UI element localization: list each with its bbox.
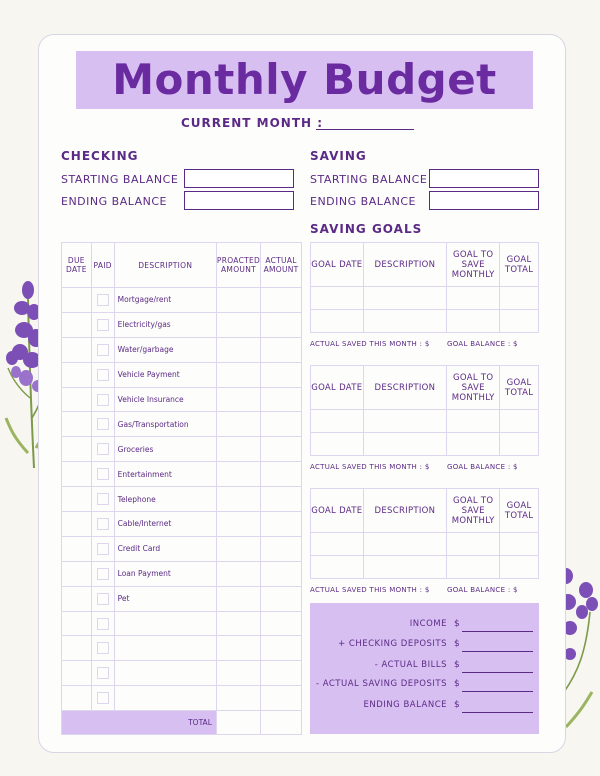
paid-cell — [91, 536, 114, 561]
description-cell: Electricity/gas — [114, 312, 216, 337]
table-row — [62, 536, 302, 561]
col-goal-total: GOAL TOTAL — [500, 366, 539, 410]
checking-heading: CHECKING — [61, 149, 139, 163]
description-cell — [114, 636, 216, 661]
paid-cell — [91, 686, 114, 711]
goal-cell[interactable] — [447, 410, 500, 433]
goal-balance-label: GOAL BALANCE : $ — [447, 463, 518, 471]
dollar-sign: $ — [454, 619, 460, 629]
income-amount-field[interactable] — [462, 631, 533, 632]
paid-cell — [91, 412, 114, 437]
proacted-amount-cell[interactable] — [216, 561, 260, 586]
income-summary-row — [310, 660, 539, 674]
description-cell: Water/garbage — [114, 337, 216, 362]
col-goal-total: GOAL TOTAL — [500, 243, 539, 287]
expense-total-row — [62, 711, 302, 735]
table-row — [62, 586, 302, 611]
checking-starting-field[interactable] — [184, 169, 294, 188]
description-cell: Vehicle Payment — [114, 362, 216, 387]
paid-cell — [91, 561, 114, 586]
income-row-label: ENDING BALANCE — [363, 700, 447, 710]
saving-heading: SAVING — [310, 149, 367, 163]
saving-goals-heading: SAVING GOALS — [310, 222, 423, 236]
description-cell — [114, 661, 216, 686]
description-cell: Cable/Internet — [114, 512, 216, 537]
table-row — [311, 533, 539, 556]
proacted-amount-cell[interactable] — [216, 337, 260, 362]
goal-cell[interactable] — [363, 310, 447, 333]
proacted-amount-cell[interactable] — [216, 636, 260, 661]
income-summary-row — [310, 700, 539, 714]
saving-goal-table — [310, 365, 539, 456]
goal-cell[interactable] — [500, 310, 539, 333]
goal-cell[interactable] — [447, 433, 500, 456]
paid-checkbox[interactable] — [97, 642, 109, 654]
table-row — [62, 611, 302, 636]
goal-cell[interactable] — [447, 556, 500, 579]
income-summary-row — [310, 679, 539, 693]
income-row-label: - ACTUAL SAVING DEPOSITS — [315, 679, 447, 689]
proacted-amount-cell[interactable] — [216, 437, 260, 462]
due-date-cell[interactable] — [62, 337, 92, 362]
goal-cell[interactable] — [363, 556, 447, 579]
table-row — [311, 433, 539, 456]
description-cell: Pet — [114, 586, 216, 611]
paid-cell — [91, 661, 114, 686]
dollar-sign: $ — [454, 639, 460, 649]
table-row — [311, 556, 539, 579]
col-goal-description: DESCRIPTION — [363, 366, 447, 410]
table-row — [62, 561, 302, 586]
goal-cell[interactable] — [363, 287, 447, 310]
goal-cell[interactable] — [500, 556, 539, 579]
table-row — [62, 387, 302, 412]
due-date-cell[interactable] — [62, 686, 92, 711]
due-date-cell[interactable] — [62, 536, 92, 561]
due-date-cell[interactable] — [62, 462, 92, 487]
paid-checkbox[interactable] — [97, 369, 109, 381]
paid-cell — [91, 362, 114, 387]
col-goal-date: GOAL DATE — [311, 243, 364, 287]
actual-saved-label: ACTUAL SAVED THIS MONTH : $ — [310, 463, 430, 471]
proacted-amount-cell[interactable] — [216, 412, 260, 437]
paid-checkbox[interactable] — [97, 418, 109, 430]
expense-header-row — [62, 243, 302, 288]
saving-ending-field[interactable] — [429, 191, 539, 210]
description-cell — [114, 611, 216, 636]
goal-cell[interactable] — [447, 287, 500, 310]
actual-amount-cell[interactable] — [261, 288, 302, 313]
col-actual-amount: ACTUAL AMOUNT — [261, 243, 302, 288]
paid-checkbox[interactable] — [97, 518, 109, 530]
proacted-amount-cell[interactable] — [216, 512, 260, 537]
actual-amount-cell[interactable] — [261, 636, 302, 661]
description-cell: Mortgage/rent — [114, 288, 216, 313]
checking-starting-label: STARTING BALANCE — [61, 173, 179, 186]
page-title: Monthly Budget — [112, 55, 497, 104]
actual-amount-cell[interactable] — [261, 487, 302, 512]
actual-amount-cell[interactable] — [261, 412, 302, 437]
description-cell: Loan Payment — [114, 561, 216, 586]
actual-amount-cell[interactable] — [261, 362, 302, 387]
total-actual-cell[interactable] — [261, 711, 302, 735]
income-row-label: INCOME — [409, 619, 447, 629]
due-date-cell[interactable] — [62, 512, 92, 537]
proacted-amount-cell[interactable] — [216, 362, 260, 387]
total-label: TOTAL — [62, 711, 217, 735]
saving-goal-table — [310, 242, 539, 333]
table-row — [62, 437, 302, 462]
current-month-label: CURRENT MONTH : — [181, 116, 324, 130]
paid-checkbox[interactable] — [97, 618, 109, 630]
due-date-cell[interactable] — [62, 288, 92, 313]
table-row — [62, 636, 302, 661]
goal-cell[interactable] — [363, 533, 447, 556]
paid-cell — [91, 337, 114, 362]
due-date-cell[interactable] — [62, 611, 92, 636]
paid-checkbox[interactable] — [97, 319, 109, 331]
income-summary-row — [310, 639, 539, 653]
due-date-cell[interactable] — [62, 636, 92, 661]
income-summary-row — [310, 619, 539, 633]
paid-checkbox[interactable] — [97, 692, 109, 704]
expense-table — [61, 242, 302, 735]
paid-checkbox[interactable] — [97, 344, 109, 356]
actual-amount-cell[interactable] — [261, 611, 302, 636]
table-row — [62, 337, 302, 362]
col-goal-date: GOAL DATE — [311, 366, 364, 410]
goal-cell[interactable] — [311, 556, 364, 579]
description-cell: Telephone — [114, 487, 216, 512]
goal-cell[interactable] — [311, 287, 364, 310]
due-date-cell[interactable] — [62, 387, 92, 412]
col-due-date: DUE DATE — [62, 243, 92, 288]
due-date-cell[interactable] — [62, 312, 92, 337]
table-row — [62, 312, 302, 337]
proacted-amount-cell[interactable] — [216, 387, 260, 412]
due-date-cell[interactable] — [62, 437, 92, 462]
proacted-amount-cell[interactable] — [216, 536, 260, 561]
paid-cell — [91, 437, 114, 462]
goal-header-row — [311, 489, 539, 533]
paid-checkbox[interactable] — [97, 294, 109, 306]
actual-amount-cell[interactable] — [261, 312, 302, 337]
actual-amount-cell[interactable] — [261, 561, 302, 586]
col-paid: PAID — [91, 243, 114, 288]
actual-amount-cell[interactable] — [261, 512, 302, 537]
table-row — [62, 686, 302, 711]
due-date-cell[interactable] — [62, 487, 92, 512]
description-cell: Groceries — [114, 437, 216, 462]
table-row — [62, 362, 302, 387]
col-goal-to-save-monthly: GOAL TO SAVE MONTHLY — [447, 243, 500, 287]
paid-checkbox[interactable] — [97, 493, 109, 505]
dollar-sign: $ — [454, 700, 460, 710]
due-date-cell[interactable] — [62, 586, 92, 611]
table-row — [62, 487, 302, 512]
table-row — [62, 288, 302, 313]
paid-checkbox[interactable] — [97, 593, 109, 605]
description-cell: Credit Card — [114, 536, 216, 561]
checking-ending-field[interactable] — [184, 191, 294, 210]
paid-checkbox[interactable] — [97, 443, 109, 455]
income-amount-field[interactable] — [462, 651, 533, 652]
actual-amount-cell[interactable] — [261, 536, 302, 561]
goal-cell[interactable] — [500, 533, 539, 556]
goal-cell[interactable] — [447, 310, 500, 333]
col-goal-to-save-monthly: GOAL TO SAVE MONTHLY — [447, 489, 500, 533]
proacted-amount-cell[interactable] — [216, 487, 260, 512]
paid-cell — [91, 586, 114, 611]
goal-cell[interactable] — [500, 410, 539, 433]
actual-saved-label: ACTUAL SAVED THIS MONTH : $ — [310, 586, 430, 594]
goal-header-row — [311, 366, 539, 410]
proacted-amount-cell[interactable] — [216, 462, 260, 487]
total-proacted-cell[interactable] — [216, 711, 260, 735]
table-row — [311, 287, 539, 310]
proacted-amount-cell[interactable] — [216, 686, 260, 711]
paid-checkbox[interactable] — [97, 394, 109, 406]
actual-amount-cell[interactable] — [261, 661, 302, 686]
actual-saved-label: ACTUAL SAVED THIS MONTH : $ — [310, 340, 430, 348]
current-month-field[interactable] — [316, 129, 414, 130]
actual-amount-cell[interactable] — [261, 586, 302, 611]
saving-ending-label: ENDING BALANCE — [310, 195, 416, 208]
proacted-amount-cell[interactable] — [216, 586, 260, 611]
goal-balance-label: GOAL BALANCE : $ — [447, 586, 518, 594]
goal-cell[interactable] — [311, 410, 364, 433]
paid-checkbox[interactable] — [97, 568, 109, 580]
title-band — [76, 51, 533, 109]
col-goal-description: DESCRIPTION — [363, 489, 447, 533]
saving-starting-label: STARTING BALANCE — [310, 173, 428, 186]
paid-checkbox[interactable] — [97, 543, 109, 555]
actual-amount-cell[interactable] — [261, 337, 302, 362]
actual-amount-cell[interactable] — [261, 437, 302, 462]
goal-cell[interactable] — [311, 310, 364, 333]
table-row — [62, 512, 302, 537]
actual-amount-cell[interactable] — [261, 462, 302, 487]
col-goal-description: DESCRIPTION — [363, 243, 447, 287]
due-date-cell[interactable] — [62, 412, 92, 437]
table-row — [311, 410, 539, 433]
description-cell: Entertainment — [114, 462, 216, 487]
paid-cell — [91, 462, 114, 487]
paid-cell — [91, 636, 114, 661]
col-proacted-amount: PROACTED AMOUNT — [216, 243, 260, 288]
table-row — [62, 661, 302, 686]
due-date-cell[interactable] — [62, 661, 92, 686]
income-amount-field[interactable] — [462, 712, 533, 713]
income-row-label: + CHECKING DEPOSITS — [338, 639, 447, 649]
saving-goal-table — [310, 488, 539, 579]
description-cell: Vehicle Insurance — [114, 387, 216, 412]
col-goal-to-save-monthly: GOAL TO SAVE MONTHLY — [447, 366, 500, 410]
goal-cell[interactable] — [500, 287, 539, 310]
table-row — [62, 462, 302, 487]
goal-cell[interactable] — [447, 533, 500, 556]
income-summary — [310, 603, 539, 734]
paid-cell — [91, 512, 114, 537]
proacted-amount-cell[interactable] — [216, 288, 260, 313]
col-goal-total: GOAL TOTAL — [500, 489, 539, 533]
dollar-sign: $ — [454, 660, 460, 670]
paid-cell — [91, 387, 114, 412]
goal-cell[interactable] — [311, 433, 364, 456]
goal-cell[interactable] — [311, 533, 364, 556]
dollar-sign: $ — [454, 679, 460, 689]
paid-cell — [91, 487, 114, 512]
paid-checkbox[interactable] — [97, 468, 109, 480]
due-date-cell[interactable] — [62, 561, 92, 586]
actual-amount-cell[interactable] — [261, 686, 302, 711]
table-row — [311, 310, 539, 333]
due-date-cell[interactable] — [62, 362, 92, 387]
goal-cell[interactable] — [500, 433, 539, 456]
proacted-amount-cell[interactable] — [216, 611, 260, 636]
proacted-amount-cell[interactable] — [216, 661, 260, 686]
paid-cell — [91, 288, 114, 313]
paid-cell — [91, 611, 114, 636]
actual-amount-cell[interactable] — [261, 387, 302, 412]
paid-cell — [91, 312, 114, 337]
col-description: DESCRIPTION — [114, 243, 216, 288]
goal-cell[interactable] — [363, 433, 447, 456]
col-goal-date: GOAL DATE — [311, 489, 364, 533]
goal-balance-label: GOAL BALANCE : $ — [447, 340, 518, 348]
income-amount-field[interactable] — [462, 672, 533, 673]
goal-cell[interactable] — [363, 410, 447, 433]
proacted-amount-cell[interactable] — [216, 312, 260, 337]
income-row-label: - ACTUAL BILLS — [374, 660, 447, 670]
income-amount-field[interactable] — [462, 691, 533, 692]
saving-starting-field[interactable] — [429, 169, 539, 188]
table-row — [62, 412, 302, 437]
description-cell — [114, 686, 216, 711]
description-cell: Gas/Transportation — [114, 412, 216, 437]
checking-ending-label: ENDING BALANCE — [61, 195, 167, 208]
goal-header-row — [311, 243, 539, 287]
paid-checkbox[interactable] — [97, 667, 109, 679]
